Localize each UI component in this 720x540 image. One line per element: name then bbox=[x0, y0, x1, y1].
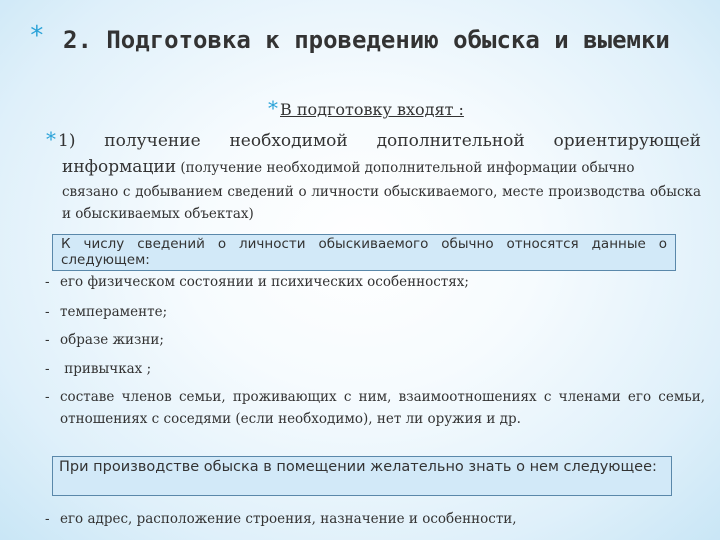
list-dash: - bbox=[45, 361, 50, 377]
list-item-text: составе членов семьи, проживающих с ним, взаимоотношениях с членами его семьи, отношениях с соседями (если необходимо), нет ли оружия и др. bbox=[60, 389, 705, 427]
subtitle-text: В подготовку входят : bbox=[280, 100, 464, 119]
list-item bbox=[45, 358, 705, 380]
list-item bbox=[45, 271, 705, 293]
list-dash: - bbox=[45, 332, 50, 348]
item-1-continuation: связано с добыванием сведений о личности обыскиваемого, месте производства обыска и обыскиваемых объектах) bbox=[62, 184, 701, 222]
list-item bbox=[45, 508, 705, 530]
item-1-bullet: * bbox=[46, 127, 56, 151]
list-dash: - bbox=[45, 389, 50, 405]
item-1-paren: (получение необходимой дополнительной информации обычно bbox=[176, 160, 635, 176]
slide-title bbox=[29, 21, 695, 56]
info-box-personal-data: К числу сведений о личности обыскиваемого обычно относятся данные о следующем: bbox=[52, 234, 676, 271]
list-item bbox=[45, 329, 705, 351]
item-1-paragraph bbox=[46, 126, 701, 225]
list-item-text: темпераменте; bbox=[60, 304, 168, 320]
item-1-lead2: информации bbox=[62, 157, 177, 177]
list-item-text: его физическом состоянии и психических особенностях; bbox=[60, 274, 469, 290]
list-item-text: его адрес, расположение строения, назначение и особенности, bbox=[60, 511, 517, 527]
item-1-lead: 1) получение необходимой дополнительной ориентирующей bbox=[58, 131, 701, 151]
list-item bbox=[45, 386, 705, 430]
list-item-text: привычках ; bbox=[60, 361, 152, 377]
list-item bbox=[45, 301, 705, 323]
info-box-premises: При производстве обыска в помещении желательно знать о нем следующее: bbox=[52, 456, 672, 496]
title-bullet: * bbox=[29, 21, 45, 51]
title-text: 2. Подготовка к проведению обыска и выемки bbox=[63, 26, 670, 54]
item-1-lead-line bbox=[46, 126, 701, 154]
list-item-text: образе жизни; bbox=[60, 332, 164, 348]
item-1-second-line bbox=[46, 154, 701, 181]
subtitle bbox=[268, 96, 464, 120]
list-dash: - bbox=[45, 274, 50, 290]
subtitle-bullet: * bbox=[268, 96, 278, 120]
list-dash: - bbox=[45, 511, 50, 527]
list-dash: - bbox=[45, 304, 50, 320]
